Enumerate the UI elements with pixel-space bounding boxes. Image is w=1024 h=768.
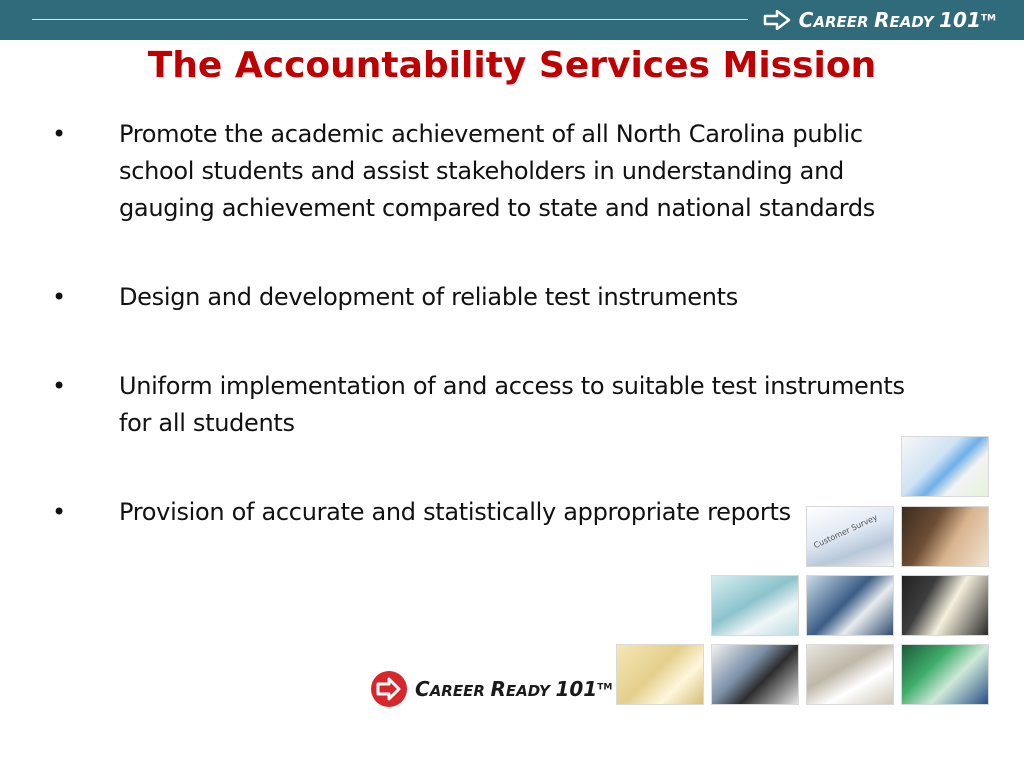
thumbnail-survey-photo — [806, 506, 894, 567]
bullet-text: Uniform implementation of and access to suitable test instruments for all students — [119, 372, 905, 437]
bullet-marker: • — [52, 372, 67, 400]
arrow-circle-logo-icon — [369, 669, 409, 709]
bullet-marker: • — [52, 120, 67, 148]
bullet-marker: • — [52, 498, 67, 526]
bullet-item — [52, 494, 922, 531]
header-brand-text: CAREER READY 101™ — [798, 8, 996, 32]
bullet-list — [52, 116, 922, 583]
bullet-text: Promote the academic achievement of all North Carolina public school students and assist stakeholders in understanding and gauging achievement compared to state and national standards — [119, 120, 875, 222]
bullet-item — [52, 279, 922, 316]
header-divider-line — [32, 19, 748, 20]
thumbnail-worker-photo — [806, 575, 894, 636]
footer-brand-text: CAREER READY 101™ — [415, 677, 613, 701]
thumbnail-lab-photo — [901, 644, 989, 705]
bullet-text: Provision of accurate and statistically appropriate reports — [119, 498, 791, 526]
bullet-text: Design and development of reliable test instruments — [119, 283, 738, 311]
slide-title: The Accountability Services Mission — [147, 45, 877, 86]
header-brand-logo — [763, 6, 996, 34]
thumbnail-charts-photo — [901, 436, 989, 497]
survey-caption: Customer Survey — [812, 512, 879, 551]
bullet-marker: • — [52, 283, 67, 311]
thumbnail-blueprint-photo — [711, 575, 799, 636]
arrow-right-icon — [763, 10, 791, 30]
thumbnail-resume-photo — [616, 644, 704, 705]
thumbnail-contract-photo — [806, 644, 894, 705]
thumbnail-meeting-photo — [711, 644, 799, 705]
thumbnail-interview-photo — [901, 506, 989, 567]
bullet-item — [52, 116, 922, 227]
footer-brand-logo — [369, 668, 612, 710]
header-bar — [0, 0, 1024, 40]
bullet-item — [52, 368, 922, 442]
thumbnail-calculator-photo — [901, 575, 989, 636]
